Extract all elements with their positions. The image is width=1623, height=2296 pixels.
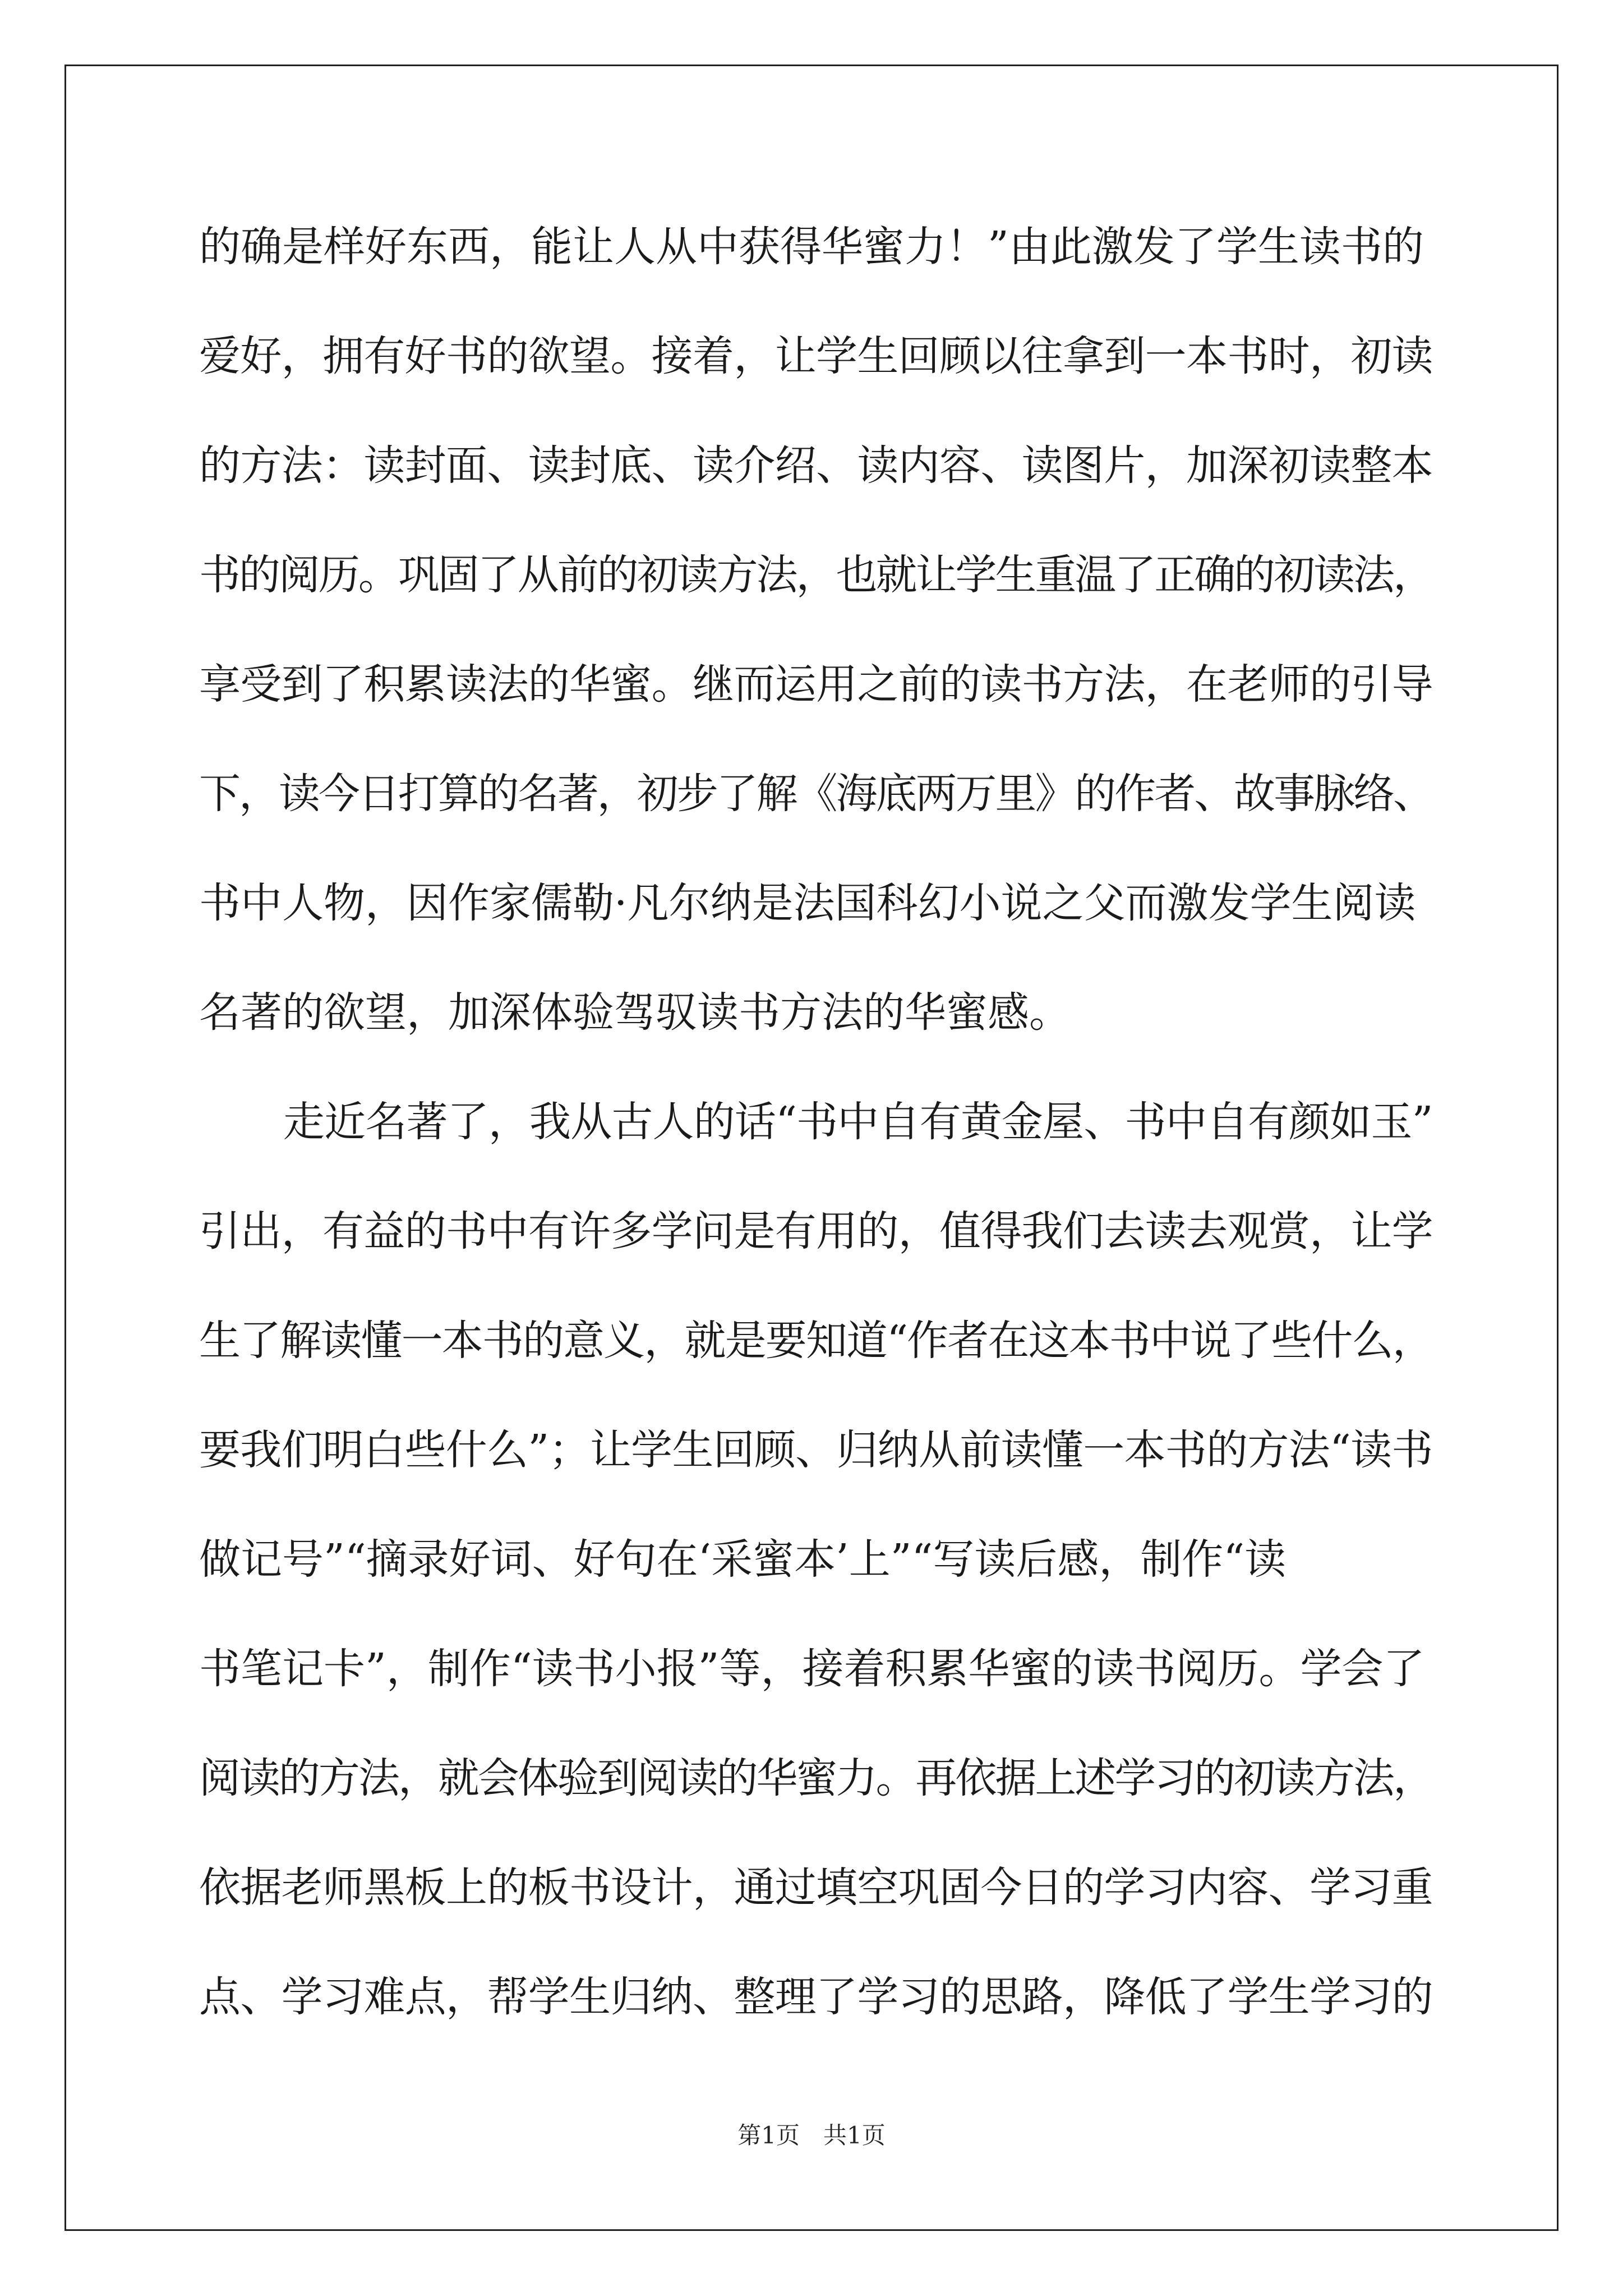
text-line: 要我们明白些什么”；让学生回顾、归纳从前读懂一本书的方法“读书 <box>199 1426 1433 1474</box>
text-line: 享受到了积累读法的华蜜。继而运用之前的读书方法，在老师的引导 <box>199 660 1433 708</box>
page-number-footer: 第1页 共1页 <box>737 2122 886 2149</box>
text-line: 做记号”“摘录好词、好句在‘采蜜本’上”“写读后感，制作“读 <box>199 1535 1287 1584</box>
text-line: 点、学习难点，帮学生归纳、整理了学习的思路，降低了学生学习的 <box>199 1973 1433 2021</box>
text-line: 爱好，拥有好书的欲望。接着，让学生回顾以往拿到一本书时，初读 <box>199 332 1433 380</box>
text-line: 生了解读懂一本书的意义，就是要知道“作者在这本书中说了些什么， <box>199 1317 1433 1365</box>
text-line: 下，读今日打算的名著，初步了解《海底两万里》的作者、故事脉络、 <box>199 770 1433 818</box>
text-line: 引出，有益的书中有许多学问是有用的，值得我们去读去观赏，让学 <box>199 1207 1433 1255</box>
text-line: 的方法：读封面、读封底、读介绍、读内容、读图片，加深初读整本 <box>199 441 1433 490</box>
text-line: 名著的欲望，加深体验驾驭读书方法的华蜜感。 <box>199 988 1071 1037</box>
paragraph-first-line: 走近名著了，我从古人的话“书中自有黄金屋、书中自有颜如玉” <box>283 1098 1433 1146</box>
text-line: 依据老师黑板上的板书设计，通过填空巩固今日的学习内容、学习重 <box>199 1864 1433 1912</box>
text-line: 书的阅历。巩固了从前的初读方法，也就让学生重温了正确的初读法， <box>199 551 1433 599</box>
text-line: 的确是样好东西，能让人从中获得华蜜力！”由此激发了学生读书的 <box>199 223 1424 271</box>
document-body <box>199 222 1433 2081</box>
text-line: 书中人物，因作家儒勒·凡尔纳是法国科幻小说之父而激发学生阅读 <box>199 879 1416 927</box>
text-line: 阅读的方法，就会体验到阅读的华蜜力。再依据上述学习的初读方法， <box>199 1754 1433 1802</box>
text-line: 书笔记卡”，制作“读书小报”等，接着积累华蜜的读书阅历。学会了 <box>199 1645 1425 1693</box>
